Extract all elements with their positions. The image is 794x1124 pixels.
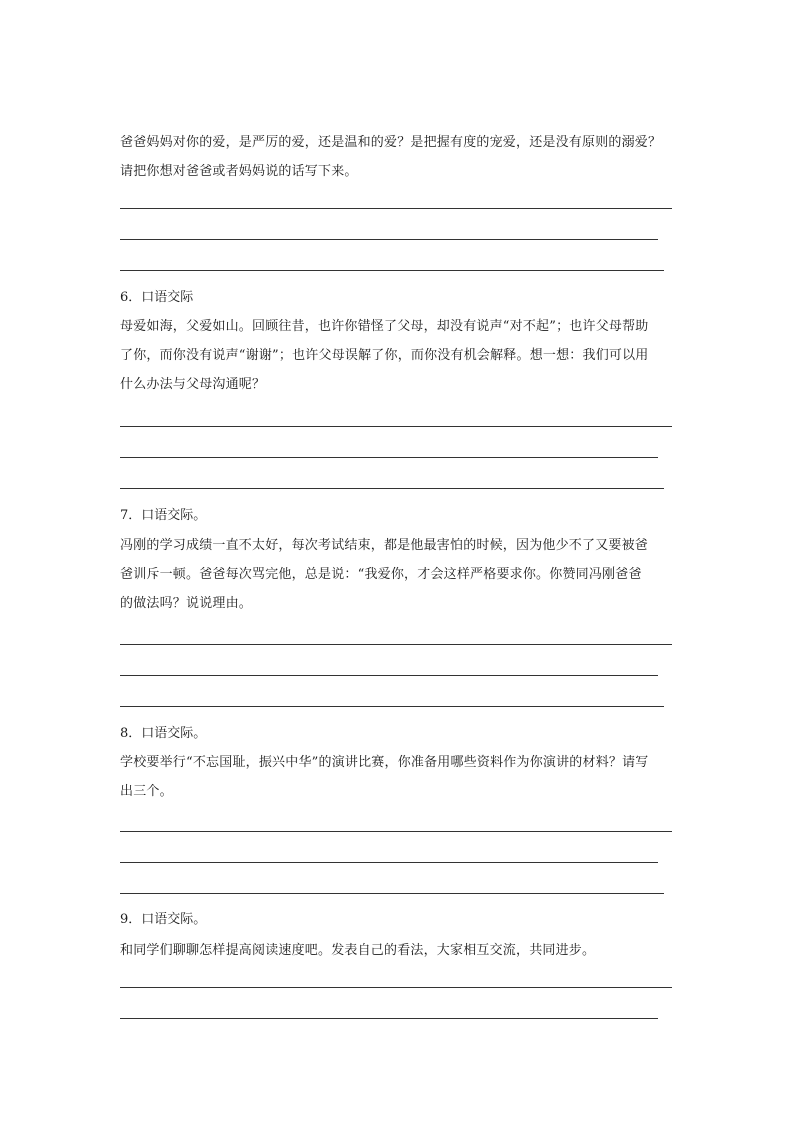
q7-answer-line-1[interactable] bbox=[120, 644, 672, 645]
q6-text-line-3: 什么办法与父母沟通呢？ bbox=[120, 377, 266, 392]
q5-answer-line-1[interactable] bbox=[120, 208, 672, 209]
q6-answer-line-2[interactable] bbox=[120, 457, 658, 458]
q6-text-line-1: 母爱如海，父爱如山。回顾往昔，也许你错怪了父母，却没有说声“对不起”；也许父母帮助 bbox=[120, 319, 649, 334]
q8-answer-line-1[interactable] bbox=[120, 831, 672, 832]
q8-text-line-2: 出三个。 bbox=[120, 784, 173, 799]
q5-answer-line-3[interactable] bbox=[120, 270, 664, 271]
q6-text-line-2: 了你，而你没有说声“谢谢”；也许父母误解了你，而你没有机会解释。想一想：我们可以用 bbox=[120, 348, 649, 363]
q9-answer-line-1[interactable] bbox=[120, 987, 672, 988]
q7-text-line-3: 的做法吗？说说理由。 bbox=[120, 596, 253, 611]
q7-number: 7．口语交际。 bbox=[120, 508, 207, 523]
q7-text-line-1: 冯刚的学习成绩一直不太好，每次考试结束，都是他最害怕的时候，因为他少不了又要被爸 bbox=[120, 538, 649, 553]
q6-number: 6．口语交际 bbox=[120, 290, 194, 305]
q7-text-line-2: 爸训斥一顿。爸爸每次骂完他，总是说：“我爱你，才会这样严格要求你。你赞同冯刚爸爸 bbox=[120, 567, 642, 582]
q8-number: 8．口语交际。 bbox=[120, 726, 207, 741]
q8-text-line-1: 学校要举行“不忘国耻，振兴中华”的演讲比赛，你准备用哪些资料作为你演讲的材料？请写 bbox=[120, 755, 649, 770]
q8-answer-line-3[interactable] bbox=[120, 893, 664, 894]
q6-answer-line-1[interactable] bbox=[120, 426, 672, 427]
q9-number: 9．口语交际。 bbox=[120, 912, 207, 927]
q6-answer-line-3[interactable] bbox=[120, 488, 664, 489]
q7-answer-line-3[interactable] bbox=[120, 706, 664, 707]
q5-text-line-2: 请把你想对爸爸或者妈妈说的话写下来。 bbox=[120, 164, 358, 179]
q5-answer-line-2[interactable] bbox=[120, 239, 658, 240]
q9-answer-line-2[interactable] bbox=[120, 1018, 658, 1019]
q8-answer-line-2[interactable] bbox=[120, 862, 658, 863]
q5-text-line-1: 爸爸妈妈对你的爱，是严厉的爱，还是温和的爱？是把握有度的宠爱，还是没有原则的溺爱？ bbox=[120, 135, 662, 150]
q9-text-line-1: 和同学们聊聊怎样提高阅读速度吧。发表自己的看法，大家相互交流，共同进步。 bbox=[120, 943, 596, 958]
q7-answer-line-2[interactable] bbox=[120, 675, 658, 676]
